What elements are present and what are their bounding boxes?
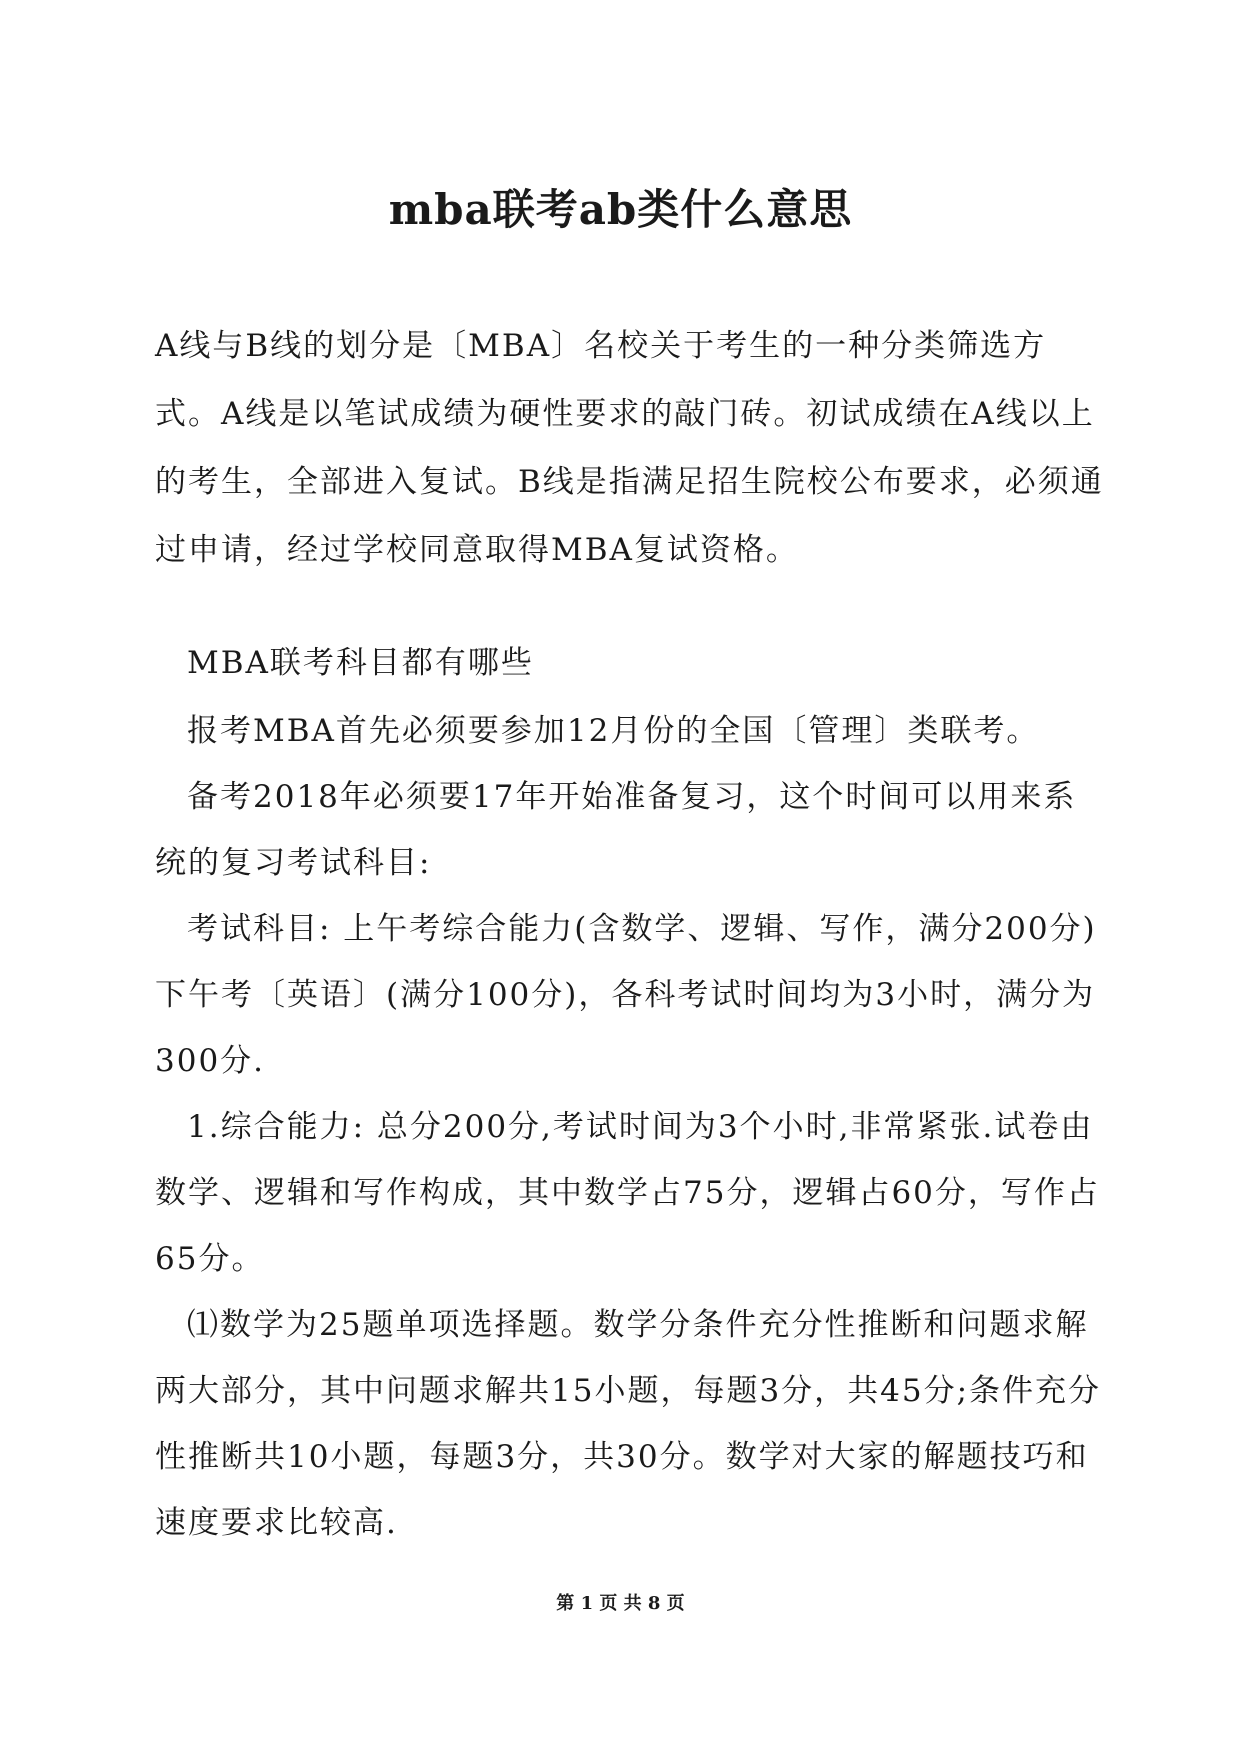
paragraph: 报考MBA首先必须要参加12月份的全国〔管理〕类联考。	[187, 713, 1040, 749]
document-title: mba联考ab类什么意思	[388, 185, 853, 234]
paragraph: 备考2018年必须要17年开始准备复习，这个时间可以用来系统的复习考试科目:	[155, 779, 1077, 881]
paragraph: ⑴数学为25题单项选择题。数学分条件充分性推断和问题求解两大部分，其中问题求解共15小题，每题3分，共45分;条件充分性推断共10小题，每题3分，共30分。数学对大家的解题技巧和速度要求比较高.	[155, 1307, 1102, 1541]
paragraph: 1.综合能力: 总分200分,考试时间为3个小时,非常紧张.试卷由数学、逻辑和写作构成，其中数学占75分，逻辑占60分，写作占65分。	[155, 1109, 1100, 1277]
intro-paragraph	[155, 312, 1105, 584]
intro-text: A线与B线的划分是〔MBA〕名校关于考生的一种分类筛选方式。A线是以笔试成绩为硬性要求的敲门砖。初试成绩在A线以上的考生，全部进入复试。B线是指满足招生院校公布要求，必须通过申请，经过学校同意取得MBA复试资格。	[155, 328, 1104, 568]
page-footer: 第 1 页 共 8 页	[556, 1593, 685, 1614]
paragraph: 考试科目: 上午考综合能力(含数学、逻辑、写作，满分200分)下午考〔英语〕(满分100分)，各科考试时间均为3小时，满分为300分.	[155, 911, 1097, 1079]
exam-subjects-section	[155, 630, 1105, 1556]
section-heading: MBA联考科目都有哪些	[187, 645, 534, 681]
